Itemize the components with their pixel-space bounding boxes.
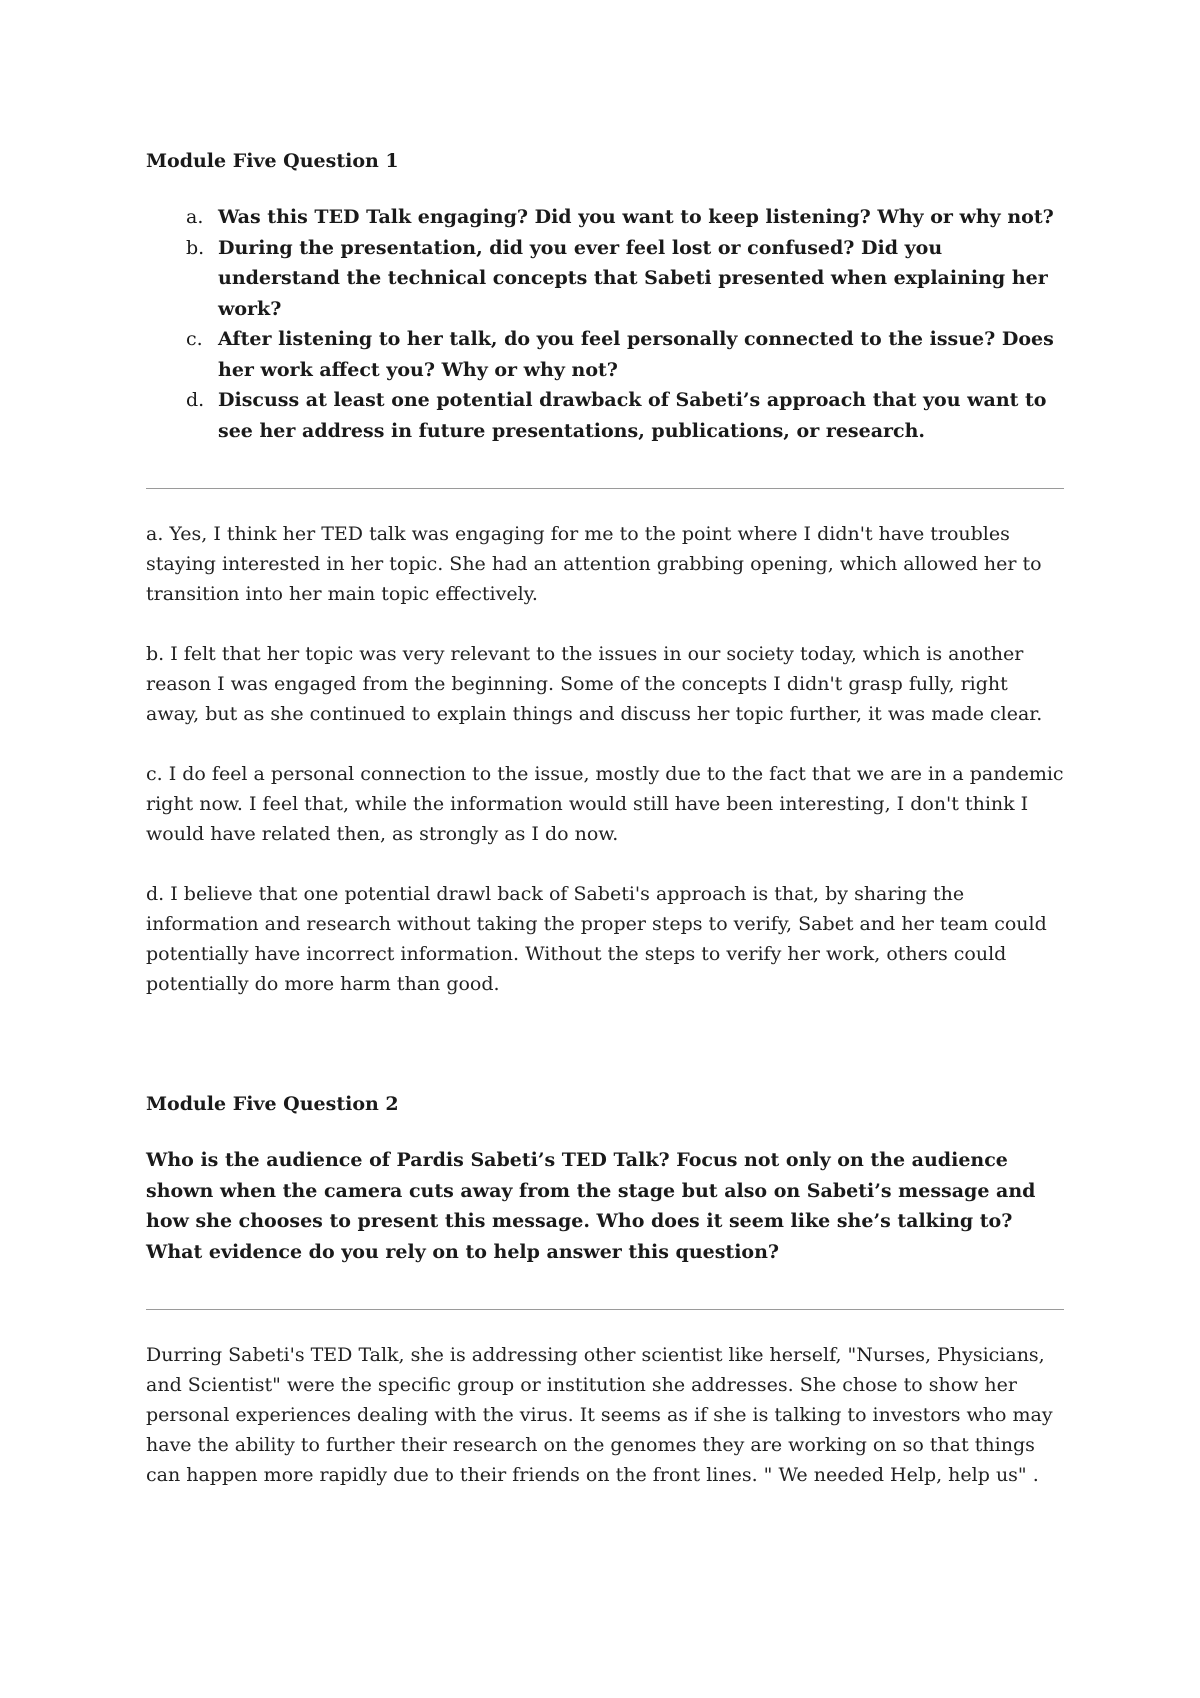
question-text: Discuss at least one potential drawback of Sabeti’s approach that you want to see her address in future presentations, publications, or research. bbox=[218, 389, 1047, 442]
question-text: Was this TED Talk engaging? Did you want to keep listening? Why or why not? bbox=[218, 206, 1054, 228]
question-item bbox=[146, 385, 1066, 446]
section2-heading: Module Five Question 2 bbox=[146, 1093, 399, 1115]
section2-divider bbox=[146, 1309, 1064, 1310]
question-marker: d. bbox=[186, 389, 205, 411]
answer-c: c. I do feel a personal connection to the issue, mostly due to the fact that we are in a pandemic right now. I feel that, while the information would still have been interesting, I don't think I would have related then, as strongly as I do now. bbox=[146, 763, 1064, 845]
section1-question-list bbox=[146, 202, 1066, 446]
section1-heading: Module Five Question 1 bbox=[146, 150, 399, 172]
section2-answer: Durring Sabeti's TED Talk, she is addressing other scientist like herself, "Nurses, Physicians, and Scientist" were the specific group or institution she addresses. She chose to show her personal experiences dealing with the virus. It seems as if she is talking to investors who may have the ability to further their research on the genomes they are working on so that things can happen more rapidly due to their friends on the front lines. " We needed Help, help us" . bbox=[146, 1344, 1053, 1486]
section2-question: Who is the audience of Pardis Sabeti’s TED Talk? Focus not only on the audience shown when the camera cuts away from the stage but also on Sabeti’s message and how she chooses to present this message. Who does it seem like she’s talking to? What evidence do you rely on to help answer this question? bbox=[146, 1149, 1036, 1263]
answer-b: b. I felt that her topic was very relevant to the issues in our society today, which is another reason I was engaged from the beginning. Some of the concepts I didn't grasp fully, right away, but as she continued to explain things and discuss her topic further, it was made clear. bbox=[146, 643, 1043, 725]
question-text: After listening to her talk, do you feel personally connected to the issue? Does her work affect you? Why or why not? bbox=[218, 328, 1054, 381]
question-item bbox=[146, 202, 1066, 233]
question-text: During the presentation, did you ever feel lost or confused? Did you understand the technical concepts that Sabeti presented when explaining her work? bbox=[218, 236, 1048, 320]
answer-d: d. I believe that one potential drawl back of Sabeti's approach is that, by sharing the information and research without taking the proper steps to verify, Sabet and her team could potentially have incorrect information. Without the steps to verify her work, others could potentially do more harm than good. bbox=[146, 883, 1047, 995]
question-item bbox=[146, 233, 1066, 325]
document-page bbox=[146, 146, 1066, 1490]
section1-divider bbox=[146, 488, 1064, 489]
answer-a: a. Yes, I think her TED talk was engaging for me to the point where I didn't have troubles staying interested in her topic. She had an attention grabbing opening, which allowed her to transition into her main topic effectively. bbox=[146, 523, 1042, 605]
question-item bbox=[146, 324, 1066, 385]
question-marker: b. bbox=[186, 236, 205, 259]
question-marker: a. bbox=[186, 206, 204, 228]
question-marker: c. bbox=[186, 328, 203, 350]
